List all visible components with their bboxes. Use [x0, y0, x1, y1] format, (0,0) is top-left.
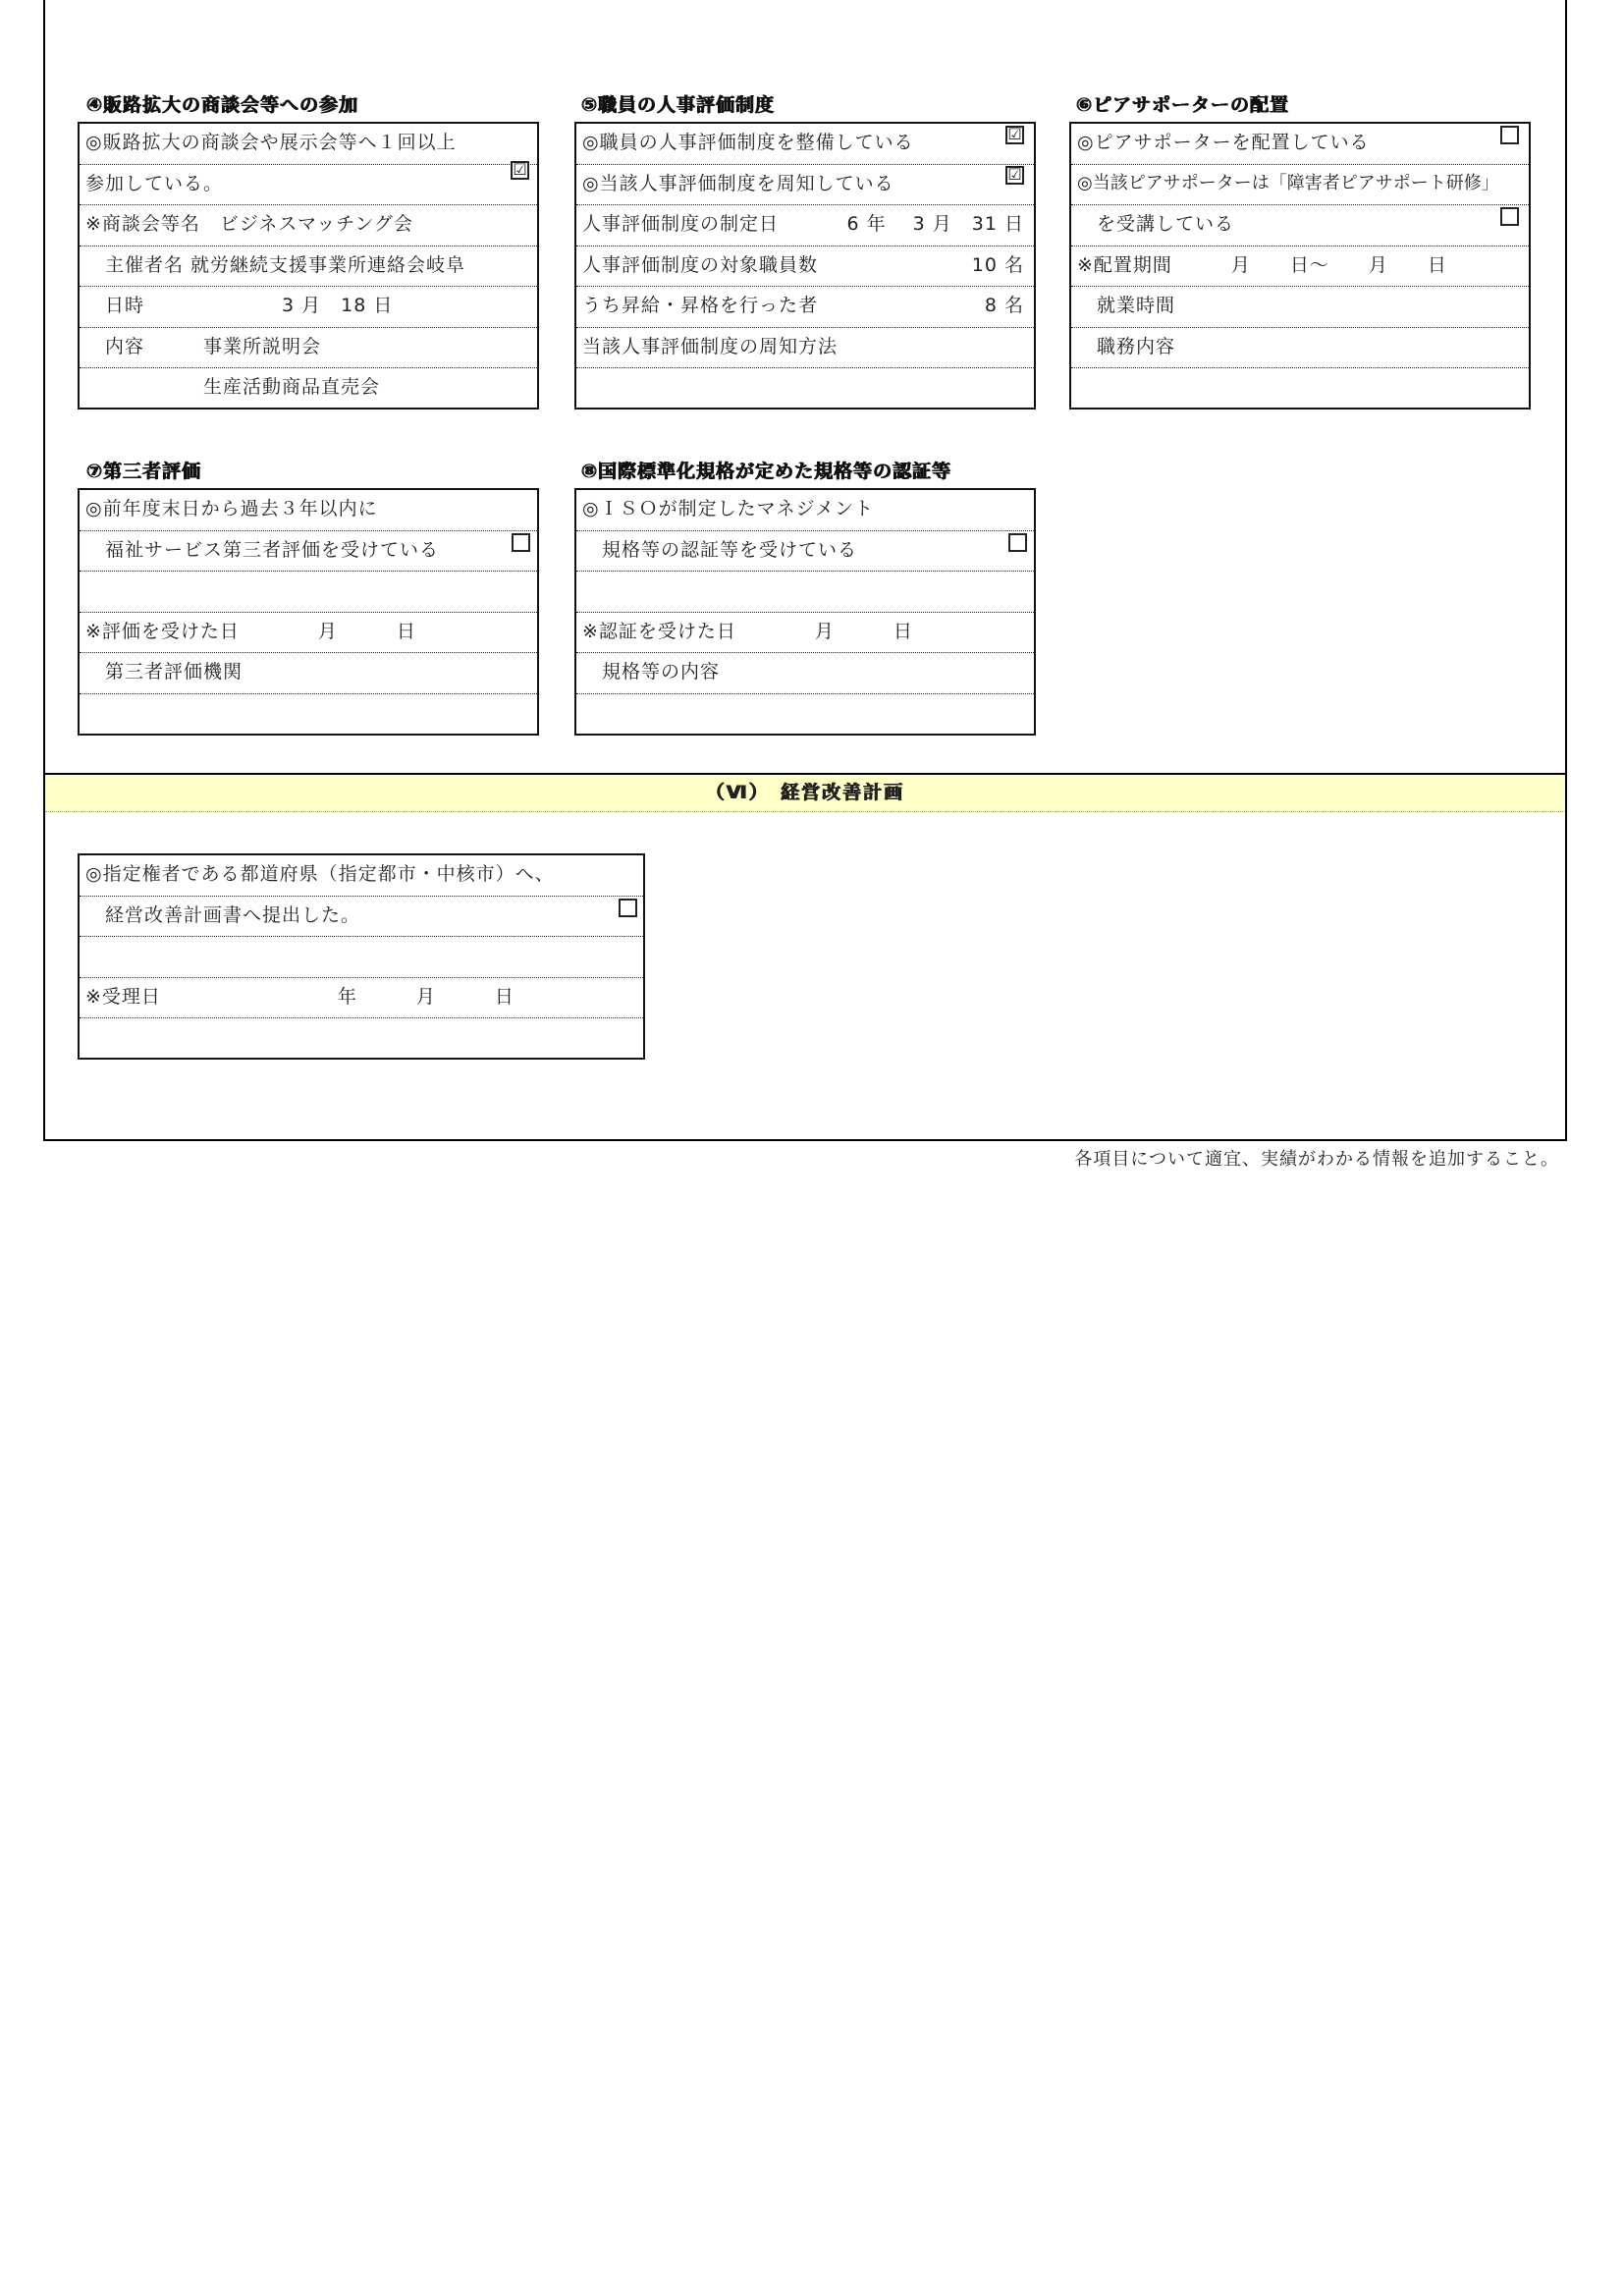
section-vi-box [78, 853, 645, 1060]
s4-row-3: ※商談会等名 ビジネスマッチング会 [80, 205, 537, 246]
s7-row-1: ◎前年度末日から過去３年以内に [80, 490, 537, 531]
footnote: 各項目について適宜、実績がわかる情報を追加すること。 [1074, 1149, 1559, 1170]
s4-row-1: ◎販路拡大の商談会や展示会等へ１回以上 [80, 124, 537, 165]
s5-staff-count: 10 名 [971, 253, 1024, 276]
s9-row-3 [80, 937, 643, 978]
s5-row-6: 当該人事評価制度の周知方法 [576, 328, 1034, 369]
s5-row-1: ◎職員の人事評価制度を整備している [576, 124, 1034, 165]
section-7-title: ⑦第三者評価 [86, 461, 202, 482]
s8-row-4: ※認証を受けた日 月 日 [576, 613, 1034, 654]
s8-row-2: 規格等の認証等を受けている [576, 531, 1034, 573]
section-8-title: ⑧国際標準化規格が定めた規格等の認証等 [581, 461, 952, 482]
s9-row-4: ※受理日 年 月 日 [80, 978, 643, 1019]
s5-row-5 [576, 287, 1034, 328]
section-6-box [1069, 122, 1531, 410]
s6-row-6: 職務内容 [1071, 328, 1529, 369]
section-6-title: ⑥ピアサポーターの配置 [1076, 94, 1290, 116]
s5-row-3-label: 人事評価制度の制定日 [582, 213, 780, 235]
s7-row-3 [80, 572, 537, 613]
s6-training-checkbox[interactable] [1500, 207, 1519, 226]
s4-participation-checkbox[interactable]: ☑ [511, 161, 529, 180]
s6-row-3: を受講している [1071, 205, 1529, 246]
section-4-title: ④販路拡大の商談会等への参加 [86, 94, 359, 116]
s5-row-4 [576, 246, 1034, 288]
s7-row-5: 第三者評価機関 [80, 653, 537, 694]
s7-evaluation-checkbox[interactable] [512, 533, 530, 552]
s4-row-7: 生産活動商品直売会 [80, 368, 537, 410]
section-5-title: ⑤職員の人事評価制度 [581, 94, 776, 116]
s4-row-2: 参加している。 [80, 165, 537, 206]
s7-row-6 [80, 694, 537, 736]
s4-row-6: 内容 事業所説明会 [80, 328, 537, 369]
s5-system-checkbox[interactable]: ☑ [1005, 126, 1024, 144]
section-5-box [574, 122, 1036, 410]
s6-row-5: 就業時間 [1071, 287, 1529, 328]
s6-row-1: ◎ピアサポーターを配置している [1071, 124, 1529, 165]
s9-row-5 [80, 1018, 643, 1060]
s8-row-3 [576, 572, 1034, 613]
s5-row-3 [576, 205, 1034, 246]
s9-row-2: 経営改善計画書へ提出した。 [80, 897, 643, 938]
section-vi-band: （Ⅵ） 経営改善計画 [45, 773, 1565, 812]
s8-row-6 [576, 694, 1034, 736]
s5-row-4-label: 人事評価制度の対象職員数 [582, 253, 819, 276]
s8-certification-checkbox[interactable] [1008, 533, 1027, 552]
s5-row-5-label: うち昇給・昇格を行った者 [582, 295, 819, 316]
s6-row-7 [1071, 368, 1529, 410]
s7-row-2: 福祉サービス第三者評価を受けている [80, 531, 537, 573]
s9-submission-checkbox[interactable] [619, 899, 637, 917]
section-7-box [78, 488, 539, 736]
s4-row-4: 主催者名 就労継続支援事業所連絡会岐阜 [80, 246, 537, 288]
section-4-box [78, 122, 539, 410]
s6-row-2: ◎当該ピアサポーターは「障害者ピアサポート研修」 [1071, 165, 1529, 206]
s6-row-4: ※配置期間 月 日～ 月 日 [1071, 246, 1529, 288]
s8-row-5: 規格等の内容 [576, 653, 1034, 694]
s4-row-5: 日時 3 月 18 日 [80, 287, 537, 328]
s7-row-4: ※評価を受けた日 月 日 [80, 613, 537, 654]
s6-placement-checkbox[interactable] [1500, 126, 1519, 144]
section-8-box [574, 488, 1036, 736]
s5-row-2: ◎当該人事評価制度を周知している [576, 165, 1034, 206]
s8-row-1: ◎ＩＳＯが制定したマネジメント [576, 490, 1034, 531]
s5-row-7 [576, 368, 1034, 410]
s9-row-1: ◎指定権者である都道府県（指定都市・中核市）へ、 [80, 855, 643, 897]
s5-notify-checkbox[interactable]: ☑ [1005, 166, 1024, 185]
s5-enactment-date: 6 年 3 月 31 日 [846, 213, 1024, 235]
s5-promoted-count: 8 名 [984, 295, 1024, 316]
